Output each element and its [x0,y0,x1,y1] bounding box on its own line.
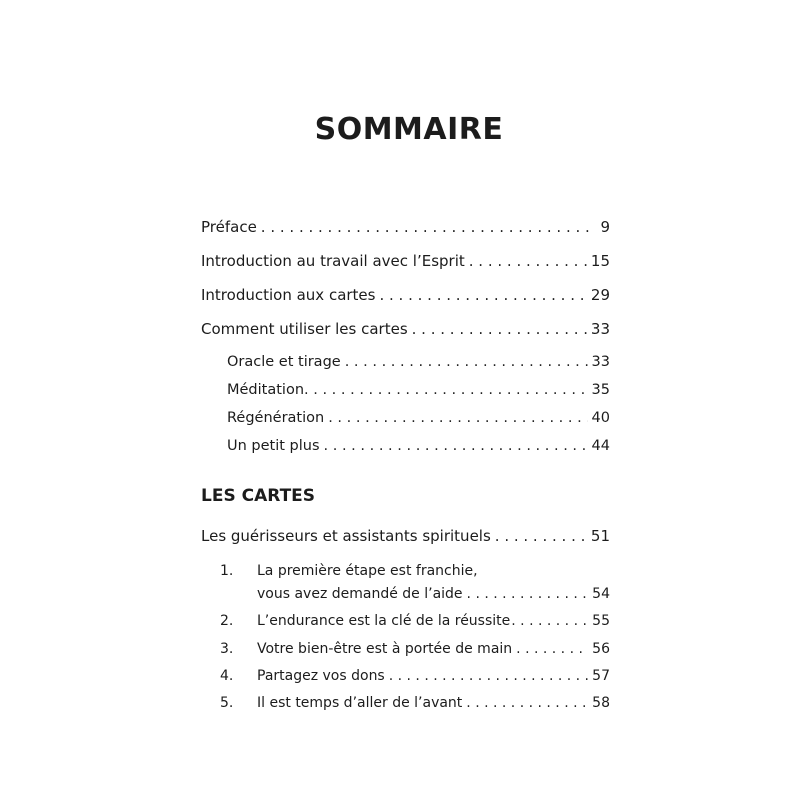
dot-leader [467,586,589,602]
toc-subentry-label: Un petit plus [227,438,320,454]
card-number: 2. [220,613,234,629]
toc-entry-label: Introduction aux cartes [201,286,376,304]
toc-subentry-label: Régénération [227,410,325,426]
card-entry [201,586,610,602]
toc-entry-page: 29 [590,286,610,304]
toc-subentry [227,382,610,398]
card-entry-page: 55 [592,613,610,629]
toc-entry-label: Les guérisseurs et assistants spirituels [201,527,491,545]
toc-entry [201,252,610,270]
toc-entry [201,218,610,236]
dot-leader [328,410,587,426]
toc-subentry-page: 40 [591,410,610,426]
toc-subentry-page: 44 [591,438,610,454]
toc-subentry [227,438,610,454]
toc-entry-page: 33 [590,320,610,338]
toc-entry-page: 9 [600,218,610,236]
card-entry [201,613,610,629]
toc-subentry [227,410,610,426]
dot-leader [304,382,588,398]
dot-leader [261,218,597,236]
card-entry [201,695,610,711]
dot-leader [412,320,587,338]
toc-subentry [227,354,610,370]
toc-entry-label: Introduction au travail avec l’Esprit [201,252,465,270]
card-entry-label: Partagez vos dons [257,668,385,684]
card-entry-page: 58 [592,695,610,711]
card-entry-page: 56 [592,641,610,657]
dot-leader [466,695,588,711]
toc-subentry-page: 35 [591,382,610,398]
card-title-line: La première étape est franchie, [257,563,478,579]
card-entry-page: 57 [592,668,610,684]
dot-leader [389,668,588,684]
card-entry [201,641,610,657]
toc-subentry-page: 33 [591,354,610,370]
toc-entry-page: 51 [590,527,610,545]
toc-entry-label: Comment utiliser les cartes [201,320,408,338]
card-entry-label: Il est temps d’aller de l’avant [257,695,463,711]
section-heading: LES CARTES [201,486,316,506]
toc-subentry-label: Méditation [227,382,305,398]
dot-leader [511,613,588,629]
page-title: SOMMAIRE [314,112,504,147]
card-entry-label: vous avez demandé de l’aide [257,586,463,602]
card-number: 5. [220,695,234,711]
card-entry [201,668,610,684]
dot-leader [495,527,587,545]
dot-leader [516,641,588,657]
card-number: 1. [220,563,234,579]
toc-entry [201,320,610,338]
toc-subentry-label: Oracle et tirage [227,354,341,370]
toc-entry [201,286,610,304]
card-entry-label: Votre bien-être est à portée de main [257,641,513,657]
card-number: 4. [220,668,234,684]
toc-entry-label: Préface [201,218,257,236]
dot-leader [469,252,587,270]
card-number: 3. [220,641,234,657]
dot-leader [345,354,588,370]
toc-entry-page: 15 [590,252,610,270]
card-entry-page: 54 [592,586,610,602]
dot-leader [379,286,586,304]
card-entry-label: L’endurance est la clé de la réussite [257,613,511,629]
toc-entry [201,527,610,545]
dot-leader [324,438,588,454]
